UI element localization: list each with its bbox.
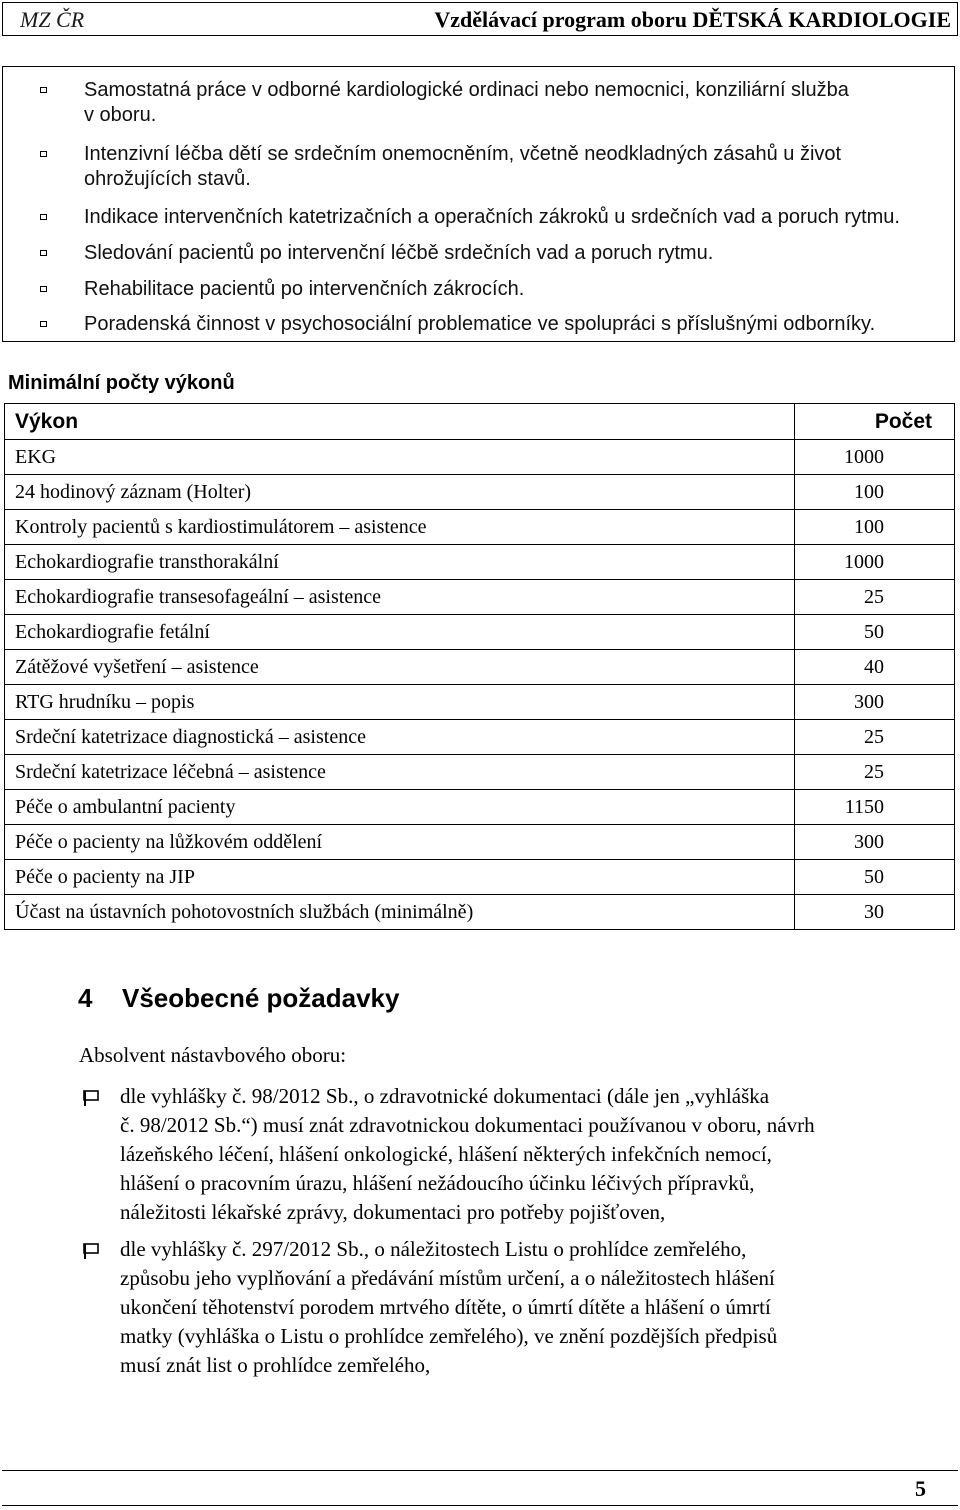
requirement-paragraph [120,1235,920,1380]
table-row [5,720,955,755]
page-header [2,2,958,36]
table-cell-count: 40 [795,650,955,685]
table-cell-count: 25 [795,755,955,790]
table-cell-count: 300 [795,685,955,720]
table-row [5,510,955,545]
table-row [5,650,955,685]
paragraph-line: lázeňského léčení, hlášení onkologické, hlášení některých infekčních nemocí, [120,1142,772,1166]
table-cell-count: 100 [795,510,955,545]
table-cell-procedure: EKG [5,440,795,475]
box-item-line: Indikace intervenčních katetrizačních a operačních zákroků u srdečních vad a poruch rytmu. [84,206,900,228]
section-title: Všeobecné požadavky [122,983,400,1013]
table-cell-procedure: Péče o pacienty na lůžkovém oddělení [5,825,795,860]
table-cell-procedure: Echokardiografie transthorakální [5,545,795,580]
procedures-table [4,403,955,930]
table-cell-procedure: Echokardiografie transesofageální – asistence [5,580,795,615]
paragraph-line: č. 98/2012 Sb.“) musí znát zdravotnickou dokumentaci používanou v oboru, návrh [120,1113,815,1137]
table-row [5,615,955,650]
paragraph-line: ukončení těhotenství porodem mrtvého dítěte, o úmrtí dítěte a hlášení o úmrtí [120,1295,771,1319]
table-cell-count: 30 [795,895,955,930]
table-cell-count: 25 [795,580,955,615]
column-header-procedure: Výkon [5,404,795,440]
page-footer [2,1470,958,1506]
square-bullet-icon [40,87,47,93]
header-ministry: MZ ČR [20,7,85,32]
table-cell-count: 1000 [795,545,955,580]
table-cell-procedure: 24 hodinový záznam (Holter) [5,475,795,510]
square-bullet-icon [40,250,47,256]
table-row [5,790,955,825]
paragraph-line: matky (vyhláška o Listu o prohlídce zemřelého), ve znění pozdějších předpisů [120,1324,778,1348]
table-row [5,440,955,475]
table-row [5,825,955,860]
square-bullet-icon [40,151,47,157]
column-header-count: Počet [795,404,955,440]
box-item-line: Rehabilitace pacientů po intervenčních zákrocích. [84,278,525,300]
header-title: Vzdělávací program oboru DĚTSKÁ KARDIOLOGIE [434,7,951,32]
paragraph-line: musí znát list o prohlídce zemřelého, [120,1353,431,1377]
table-cell-procedure: Zátěžové vyšetření – asistence [5,650,795,685]
table-row [5,685,955,720]
table-row [5,545,955,580]
table-cell-procedure: RTG hrudníku – popis [5,685,795,720]
page-number: 5 [915,1476,926,1501]
table-cell-procedure: Kontroly pacientů s kardiostimulátorem – asistence [5,510,795,545]
box-item-line: v oboru. [84,104,157,126]
flag-bullet-icon [83,1243,101,1259]
flag-bullet-icon [83,1090,101,1106]
table-cell-procedure: Péče o pacienty na JIP [5,860,795,895]
table-cell-count: 300 [795,825,955,860]
table-cell-count: 50 [795,860,955,895]
requirement-paragraph [120,1082,920,1227]
table-cell-procedure: Péče o ambulantní pacienty [5,790,795,825]
paragraph-line: hlášení o pracovním úrazu, hlášení nežádoucího účinku léčivých přípravků, [120,1171,755,1195]
paragraph-line: způsobu jeho vyplňování a předávání místům určení, a o náležitostech hlášení [120,1266,775,1290]
table-cell-procedure: Srdeční katetrizace léčebná – asistence [5,755,795,790]
square-bullet-icon [40,321,47,327]
square-bullet-icon [40,214,47,220]
box-item-line: Poradenská činnost v psychosociální problematice ve spolupráci s příslušnými odborníky. [84,313,876,335]
box-item-line: Sledování pacientů po intervenční léčbě srdečních vad a poruch rytmu. [84,242,714,264]
paragraph-line: náležitosti lékařské zprávy, dokumentaci pro potřeby pojišťoven, [120,1200,666,1224]
table-header-row [5,404,955,440]
section-number: 4 [78,983,93,1013]
min-counts-title: Minimální počty výkonů [8,372,235,394]
table-row [5,580,955,615]
square-bullet-icon [40,286,47,292]
table-cell-count: 100 [795,475,955,510]
box-item-line: Samostatná práce v odborné kardiologické ordinaci nebo nemocnici, konziliární služba [84,79,849,101]
table-cell-procedure: Srdeční katetrizace diagnostická – asistence [5,720,795,755]
box-item-line: ohrožujících stavů. [84,168,251,190]
section-4-intro: Absolvent nástavbového oboru: [79,1043,347,1067]
table-row [5,860,955,895]
table-cell-count: 1000 [795,440,955,475]
table-cell-count: 25 [795,720,955,755]
box-item-line: Intenzivní léčba dětí se srdečním onemocněním, včetně neodkladných zásahů u život [84,143,842,165]
table-cell-procedure: Echokardiografie fetální [5,615,795,650]
paragraph-line: dle vyhlášky č. 297/2012 Sb., o náležitostech Listu o prohlídce zemřelého, [120,1237,747,1261]
section-4-heading [78,983,399,1014]
table-cell-count: 50 [795,615,955,650]
table-row [5,755,955,790]
table-cell-count: 1150 [795,790,955,825]
paragraph-line: dle vyhlášky č. 98/2012 Sb., o zdravotnické dokumentaci (dále jen „vyhláška [120,1084,770,1108]
table-cell-procedure: Účast na ústavních pohotovostních službách (minimálně) [5,895,795,930]
table-row [5,475,955,510]
table-row [5,895,955,930]
